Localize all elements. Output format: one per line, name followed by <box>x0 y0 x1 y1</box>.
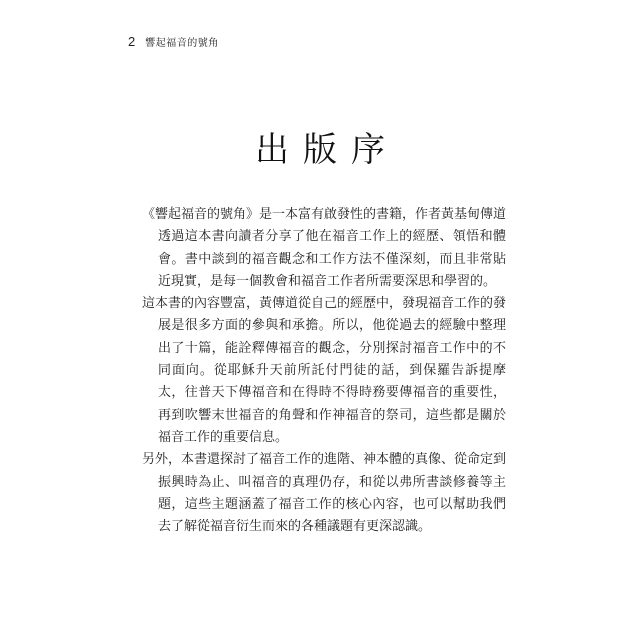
paragraph-3: 另外，本書還探討了福音工作的進階、神本體的真像、從命定到振興時為止、叫福音的真理仍存，和從以弗所書談修養等主題，這些主題涵蓋了福音工作的核心內容，也可以幫助我們去了解從福音衍生而來的各種議題有更深認識。 <box>142 452 507 535</box>
page-number: 2 <box>128 33 136 49</box>
running-header-title: 響起福音的號角 <box>145 37 219 49</box>
paragraph-1: 《響起福音的號角》是一本富有啟發性的書籍，作者黃基甸傳道透過這本書向讀者分享了他在福音工作上的經歷、領悟和體會。書中談到的福音觀念和工作方法不僅深刻，而且非常貼近現實，是每一個教會和福音工作者所需要深思和學習的。 <box>142 207 507 289</box>
paragraph-2: 這本書的內容豐富，黃傳道從自己的經歷中，發現福音工作的發展是很多方面的參與和承擔。所以，他從過去的經驗中整理出了十篇，能詮釋傳福音的觀念，分別探討福音工作中的不同面向。從耶穌升天前所託付門徒的話，到保羅告訴提摩太，往普天下傳福音和在得時不得時務要傳福音的重要性，再到吹響末世福音的角聲和作神福音的祭司，這些都是關於福音工作的重要信息。 <box>142 296 507 445</box>
body-text <box>142 204 506 538</box>
running-header <box>128 32 219 50</box>
chapter-title: 出版序 <box>255 130 399 170</box>
